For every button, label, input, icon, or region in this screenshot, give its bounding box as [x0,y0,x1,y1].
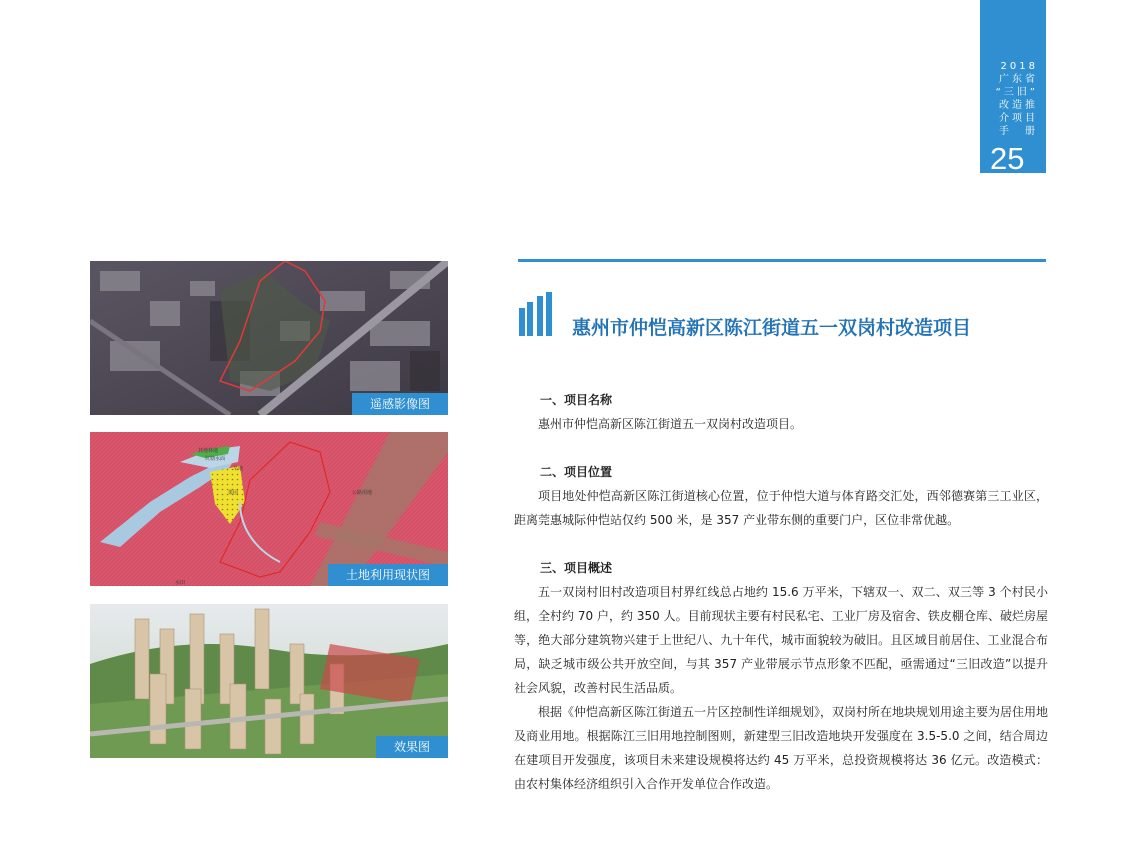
section-paragraph: 惠州市仲恺高新区陈江街道五一双岗村改造项目。 [538,417,803,431]
image-caption: 效果图 [376,736,448,758]
bar-logo-icon [518,292,554,338]
section-heading: 三、项目概述 [540,561,613,575]
map-label: 公路用地 [352,490,373,496]
project-body [514,388,1048,796]
map-label: 果园 [228,490,239,496]
publication-meta [990,60,1038,138]
map-label: 旱地 [233,466,244,472]
meta-line: 介项目 [999,113,1038,124]
page-tab [980,0,1046,176]
land-use-map [90,432,448,586]
section-heading: 二、项目位置 [540,465,613,479]
satellite-image [90,261,448,415]
page-number: 25 [990,141,1025,176]
title-rule [518,259,1046,262]
map-label: 其他林地 [198,448,219,454]
image-caption: 土地利用现状图 [328,564,448,586]
project-title: 惠州市仲恺高新区陈江街道五一双岗村改造项目 [572,317,972,339]
meta-line: 广东省 [999,74,1038,85]
meta-line: 手 册 [999,126,1038,137]
meta-line: 改造推 [999,100,1038,111]
meta-line: “三旧” [995,87,1038,98]
section-paragraph: 项目地处仲恺高新区陈江街道核心位置，位于仲恺大道与体育路交汇处，西邻德赛第三工业区，距离莞惠城际仲恺站仅约 500 米，是 357 产业带东侧的重要门户，区位非常优越。 [514,489,1048,527]
meta-line: 2018 [1000,61,1038,72]
map-label: 水田 [175,580,186,586]
map-label: 坑塘水面 [205,456,226,462]
rendering-image [90,604,448,758]
image-caption: 遥感影像图 [352,393,448,415]
section-paragraph: 根据《仲恺高新区陈江街道五一片区控制性详细规划》，双岗村所在地块规划用途主要为居住用地及商业用地。根据陈江三旧用地控制图则，新建型三旧改造地块开发强度在 3.5-5.0 之间，结合周边在建项目开发强度，该项目未来建设规模将达约 45 万平米，总投资规模将达 36 亿元。改造模式：由农村集体经济组织引入合作开发单位合作改造。 [514,705,1049,791]
section-paragraph: 五一双岗村旧村改造项目村界红线总占地约 15.6 万平米，下辖双一、双二、双三等 3 个村民小组，全村约 70 户，约 350 人。目前现状主要有村民私宅、工业厂房及宿舍、铁皮棚仓库、破烂房屋等，绝大部分建筑物兴建于上世纪八、九十年代，城市面貌较为破旧。且区域目前居住、工业混合布局，缺乏城市级公共开放空间，与其 357 产业带展示节点形象不匹配，亟需通过“三旧改造”以提升社会风貌，改善村民生活品质。 [514,585,1048,695]
section-heading: 一、项目名称 [540,393,613,407]
